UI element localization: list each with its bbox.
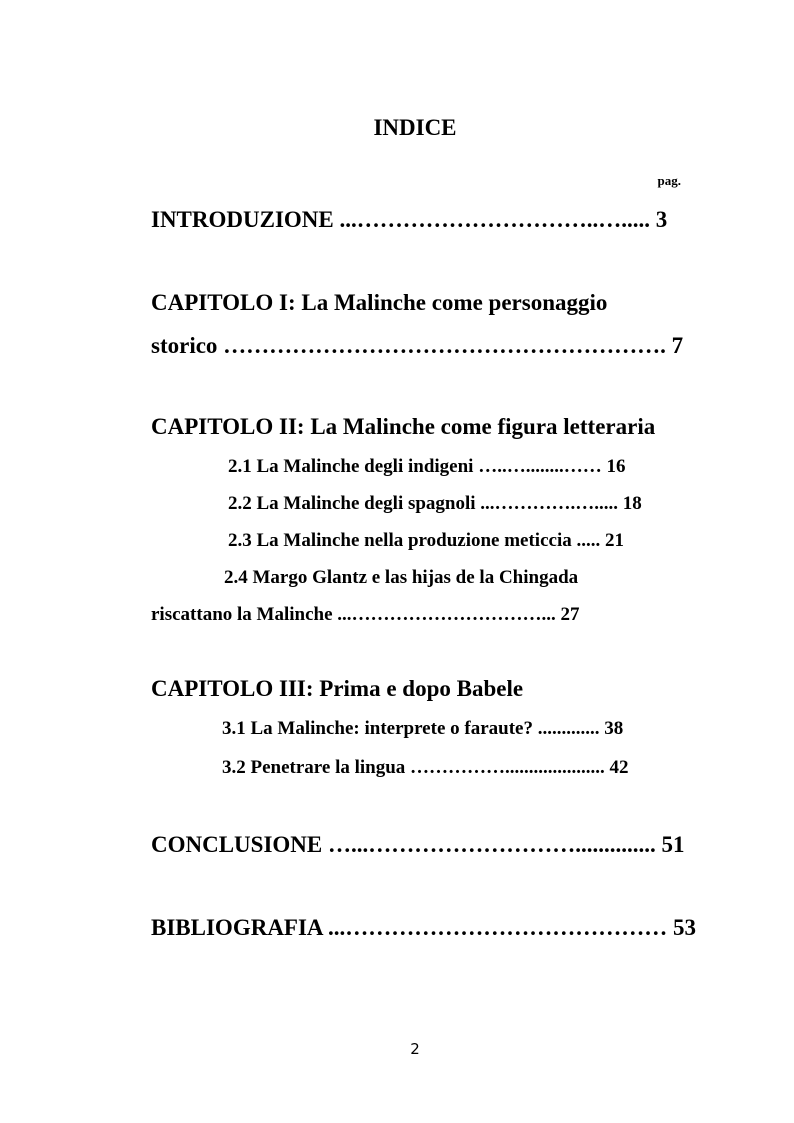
toc-entry-introduzione: INTRODUZIONE ...…………………………..…..... 3 [151, 207, 668, 232]
toc-entry-capitolo-2: CAPITOLO II: La Malinche come figura letteraria [151, 414, 656, 439]
toc-entry-capitolo-1-continued: storico …………………………………………………. 7 [151, 333, 684, 358]
toc-entry-capitolo-1: CAPITOLO I: La Malinche come personaggio [151, 290, 608, 315]
toc-entry-section-2-1: 2.1 La Malinche degli indigeni …..…........…… 16 [228, 456, 626, 477]
toc-entry-section-2-4-continued: riscattano la Malinche ...…………………………... 27 [151, 604, 580, 625]
toc-entry-bibliografia: BIBLIOGRAFIA ...…………………………………… 53 [151, 915, 697, 940]
toc-entry-conclusione: CONCLUSIONE …...……………………….............. 51 [151, 832, 685, 857]
toc-entry-section-3-1: 3.1 La Malinche: interprete o faraute? ............. 38 [222, 718, 624, 739]
toc-entry-section-2-3: 2.3 La Malinche nella produzione meticcia ..... 21 [228, 530, 624, 551]
toc-entry-section-3-2: 3.2 Penetrare la lingua ……………..................... 42 [222, 757, 629, 778]
page-number: 2 [410, 1040, 420, 1058]
page-title: INDICE [373, 115, 457, 140]
toc-entry-section-2-4: 2.4 Margo Glantz e las hijas de la Chingada [224, 567, 579, 588]
toc-entry-capitolo-3: CAPITOLO III: Prima e dopo Babele [151, 676, 524, 701]
toc-entry-section-2-2: 2.2 La Malinche degli spagnoli ...………….…..... 18 [228, 493, 642, 514]
page-column-label: pag. [657, 173, 681, 188]
